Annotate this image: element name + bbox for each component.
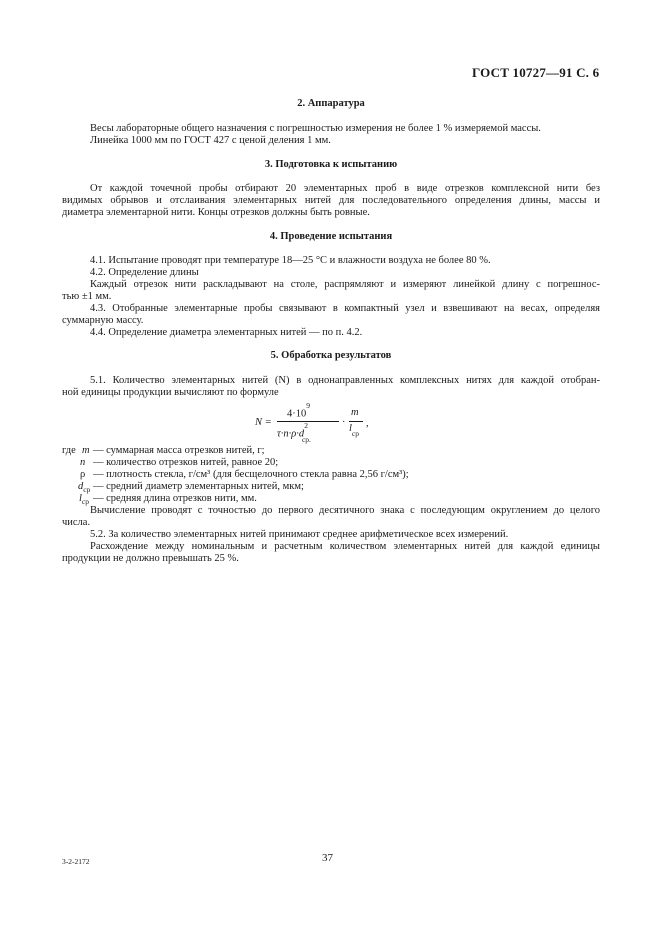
- formula-fraction-line: [277, 421, 339, 422]
- legend-n-symbol: n: [80, 457, 86, 468]
- formula-comma: ,: [366, 418, 369, 429]
- paragraph-4-2a-line-1: Каждый отрезок нити раскладывают на столе, распрямляют и измеряют линейкой длину с погрешнос-: [90, 279, 600, 290]
- formula-dot: ·: [342, 417, 346, 428]
- legend-rho-text: — плотность стекла, г/см³ (для бесщелочного стекла равна 2,56 г/см³);: [93, 469, 409, 480]
- print-code: 3-2-2172: [62, 857, 90, 866]
- section-2-paragraph-1: Весы лабораторные общего назначения с погрешностью измерения не более 1 % измеряемой массы.: [90, 123, 541, 134]
- section-3-heading: 3. Подготовка к испытанию: [264, 159, 398, 170]
- legend-l-symbol: $l_{ср}$: [79, 493, 90, 507]
- paragraph-4-3-line-2: суммарную массу.: [62, 315, 144, 326]
- section-3-line-3: диаметра элементарной нити. Концы отрезков должны быть ровные.: [62, 207, 370, 218]
- legend-m-text: — суммарная масса отрезков нитей, г;: [93, 445, 265, 456]
- legend-n-text: — количество отрезков нитей, равное 20;: [93, 457, 279, 468]
- formula-numerator: $4\cdot 10^9$: [287, 401, 310, 420]
- paragraph-5-2: 5.2. За количество элементарных нитей принимают среднее арифметическое всех измерений.: [90, 529, 509, 540]
- formula-lhs: N =: [255, 417, 272, 428]
- legend-d-symbol: $d_{ср}$: [78, 481, 91, 495]
- formula-m: m: [351, 407, 359, 418]
- paragraph-5-2b-line-1: Расхождение между номинальным и расчетным количеством элементарных нитей для каждой единицы: [90, 541, 600, 552]
- legend-d-text: — средний диаметр элементарных нитей, мкм;: [93, 481, 304, 492]
- formula-denominator: $\tau\cdot n\cdot\rho\cdot d^2_{ср.}$: [277, 421, 311, 444]
- formula-l: $l_{ср}$: [349, 423, 360, 439]
- formula-fraction-line-2: [349, 421, 363, 422]
- section-5-heading: 5. Обработка результатов: [270, 350, 392, 361]
- paragraph-4-2: 4.2. Определение длины: [90, 267, 199, 278]
- paragraph-4-3-line-1: 4.3. Отобранные элементарные пробы связывают в компактный узел и взвешивают на весах, определяя: [90, 303, 600, 314]
- section-3-line-1: От каждой точечной пробы отбирают 20 элементарных проб в виде отрезков комплексной нити без: [90, 183, 600, 194]
- paragraph-5-1-line-2: ной единицы продукции вычисляют по формуле: [62, 387, 279, 398]
- calculation-note-line-2: числа.: [62, 517, 91, 528]
- calculation-note-line-1: Вычисление проводят с точностью до первого десятичного знака с последующим округлением до целого: [90, 505, 600, 516]
- section-3-line-2: видимых обрывов и отслаивания элементарных нитей для последовательного определения длины, массы и: [62, 195, 600, 206]
- paragraph-5-1-line-1: 5.1. Количество элементарных нитей (N) в однонаправленных комплексных нитях для каждой отобран-: [90, 375, 600, 386]
- legend-m-symbol: m: [82, 445, 90, 456]
- page-header: ГОСТ 10727—91 С. 6: [472, 65, 600, 80]
- formula-N: [255, 401, 369, 444]
- paragraph-4-4: 4.4. Определение диаметра элементарных нитей — по п. 4.2.: [90, 327, 363, 338]
- paragraph-4-1: 4.1. Испытание проводят при температуре 18—25 °С и влажности воздуха не более 80 %.: [90, 255, 491, 266]
- page-number: 37: [322, 852, 333, 864]
- section-4-heading: 4. Проведение испытания: [269, 231, 393, 242]
- section-2-paragraph-2: Линейка 1000 мм по ГОСТ 427 с ценой деления 1 мм.: [90, 135, 331, 146]
- legend-where: где: [62, 445, 76, 456]
- legend-rho-symbol: ρ: [80, 469, 86, 480]
- legend-l-text: — средняя длина отрезков нити, мм.: [93, 493, 257, 504]
- section-2-heading: 2. Аппаратура: [297, 98, 365, 109]
- paragraph-5-2b-line-2: продукции не должно превышать 25 %.: [62, 553, 239, 564]
- paragraph-4-2a-line-2: тью ±1 мм.: [62, 291, 112, 302]
